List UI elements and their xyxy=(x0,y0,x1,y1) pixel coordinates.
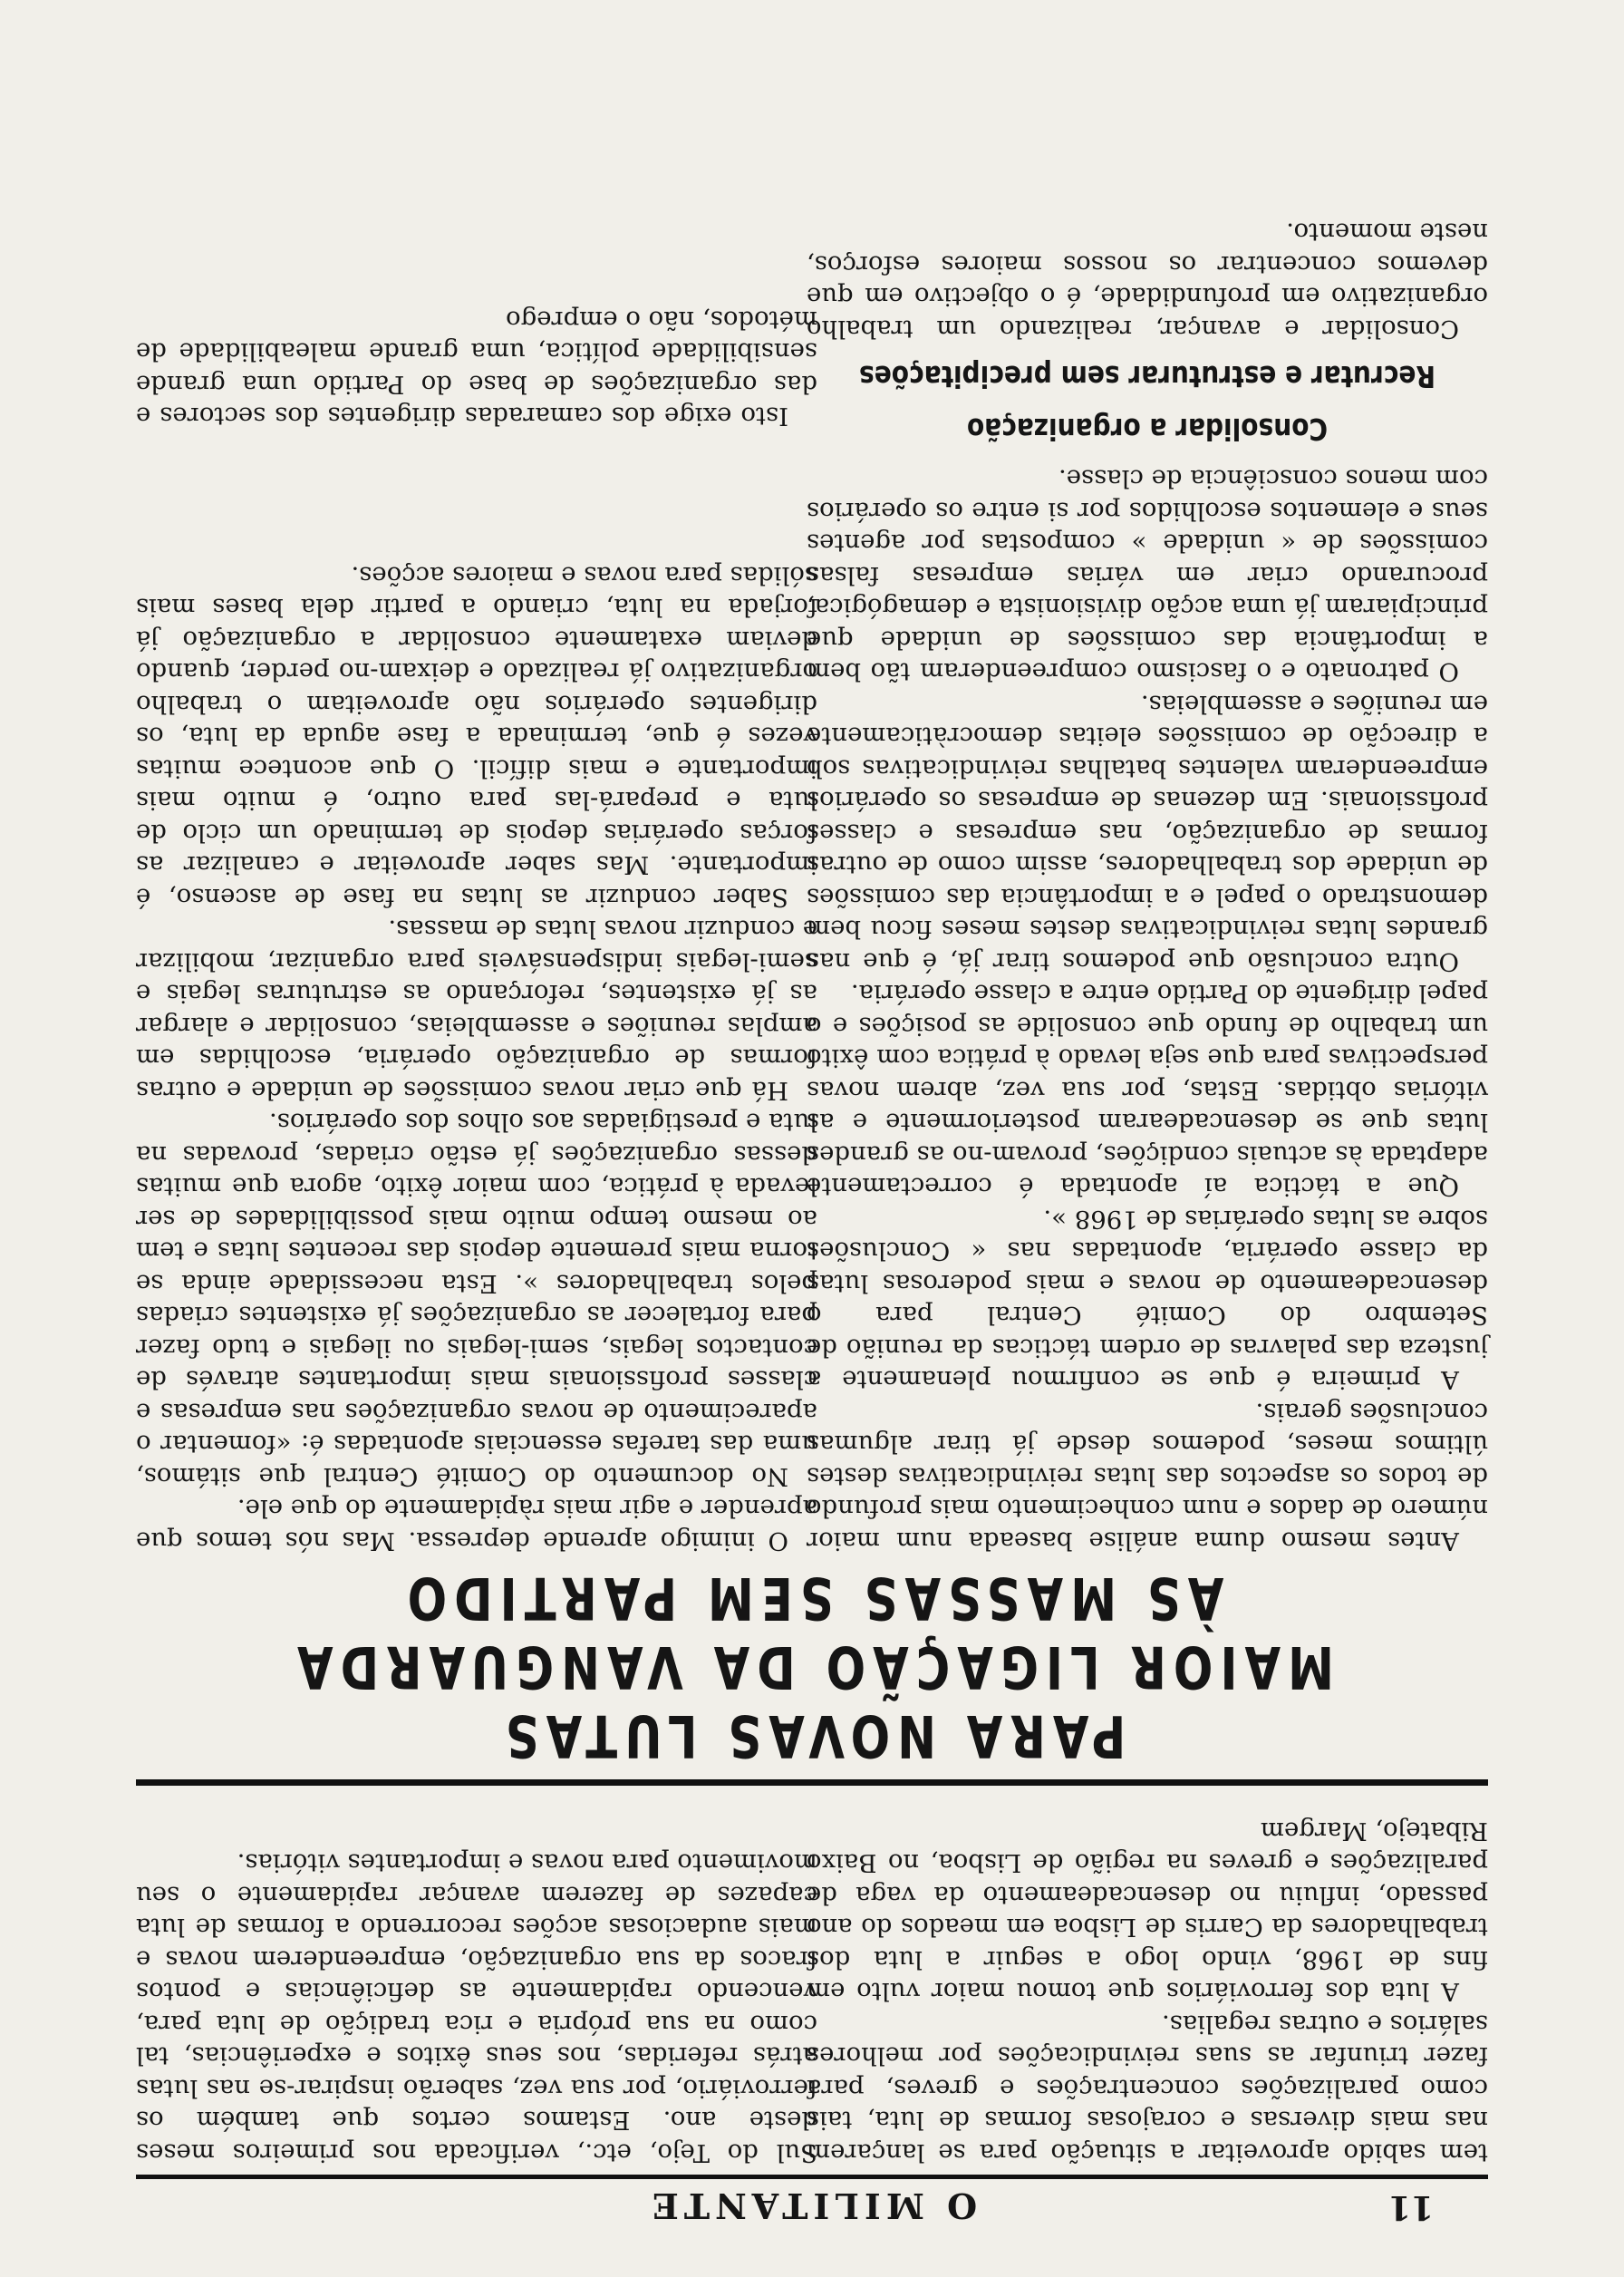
paragraph: Outra conclusão que podemos tirar já, é que nas grandes lutas reivindicativas destes meses ficou bem demonstrado o papel e a importância das comissões de unidade dos trabalhadores, assim como de outras formas de organização, nas empresas e classes profissionais. Em dezenas de empresas os operários empreenderam valentes batalhas reivindicativas sob a direcção de comissões eleitas democràticamente em reuniões e assembleias. xyxy=(807,690,1488,976)
paragraph: Que a táctica aí apontada é correctamente adaptada às actuais condições, provam-no as grandes lutas que se desencadearam posteriormente e as vitórias obtidas. Estas, por sua vez, abrem novas perspectivas para que seja levado à prática com êxito um trabalho de fundo que consolide as posições e o papel dirigente do Partido entre a classe operária. xyxy=(807,979,1488,1202)
continued-right-column xyxy=(136,1797,817,2168)
continued-left-column xyxy=(807,1797,1488,2168)
paragraph: Isto exige dos camaradas dirigentes dos sectores e das organizações de base do Partido uma grande sensibilidade política, uma grande maleabilidade de métodos, não o emprego xyxy=(136,305,817,431)
running-header xyxy=(136,2175,1488,2230)
article-right-column xyxy=(136,106,817,1556)
paragraph: Há que criar novas comissões de unidade e outras formas de organização operária, escolhidas em amplas reuniões e assembleias, consolidar e alargar as já existentes, reforçando as estruturas legais e semi-legais indispensáveis para organizar, mobilizar e conduzir novas lutas de massas. xyxy=(136,915,817,1105)
headline-line-1: PARA NOVAS LUTAS xyxy=(498,1701,1126,1768)
paragraph: O inimigo aprende depressa. Mas nós temos que aprender e agir mais ràpidamente do que ele. xyxy=(136,1494,817,1555)
subheading: Recrutar e estruturar sem precipitações xyxy=(859,359,1436,394)
headline-line-2: MAIOR LIGAÇÃO DA VANGUARDA xyxy=(289,1633,1335,1700)
paragraph: Consolidar e avançar, realizando um trabalho organizativo em profundidade, é o objectivo em que devemos concentrar os nossos maiores esforços, neste momento. xyxy=(807,218,1488,344)
page-number: 11 xyxy=(1387,2188,1434,2226)
section-rule xyxy=(136,1779,1488,1786)
article-left-column xyxy=(807,106,1488,1556)
paragraph: O patronato e o fascismo compreenderam tão bem a importância das comissões de unidade que principiaram já uma acção divisionista e demagógica, procurando criar em várias empresas falsas comissões de « unidade » compostas por agentes seus e elementos escolhidos por si entre os operários com menos consciência de classe. xyxy=(807,464,1488,687)
headline-line-3: ÀS MASSAS SEM PARTIDO xyxy=(400,1564,1224,1631)
header-rule xyxy=(136,2175,1488,2179)
paragraph: No documento do Comité Central que sitámos, uma das tarefas essenciais apontadas é: «fomentar o aparecimento de novas organizações nas empresas e classes profissionais mais importantes através de contactos legais, semi-legais ou ilegais e tudo fazer para fortalecer as organizações já existentes criadas pelos trabalhadores ». Esta necessidade ainda se torna mais premente depois das recentes lutas e tem ao mesmo tempo muito mais possibilidades de ser levada à prática, com maior êxito, agora que muitas dessas organizações já estão criadas, provadas na luta e prestigiadas aos olhos dos operários. xyxy=(136,1108,817,1491)
paragraph: A luta dos ferroviários que tomou maior vulto em fins de 1968, vindo logo a seguir a luta dos trabalhadores da Carris de Lisboa em meados do ano passado, influiu no desencadeamento da vaga de paralizações e greves na região de Lisboa, no Baixo Ribatejo, Margem xyxy=(807,1817,1488,2007)
publication-title: O MILITANTE xyxy=(646,2185,978,2226)
article-headline xyxy=(271,1563,1353,1769)
paragraph: Sul do Tejo, etc., verificada nos primeiros meses deste ano. Estamos certos que também os ferroviário, por sua vez, saberão inspirar-se nas lutas atrás referidas, nos seus êxitos e experiências, tal como na sua própria e rica tradição de luta para, vencendo rapidamente as deficiências e pontos fracos da sua organização, empreenderem novas e mais audaciosas acções recorrendo a formas de luta capazes de fazerem avançar rapidamente o seu movimento para novas e importantes vitórias. xyxy=(136,1848,817,2167)
subheading: Consolidar a organização xyxy=(966,412,1329,447)
paragraph: Saber conduzir as lutas na fase de ascenso, é importante. Mas saber aproveitar e canalizar as forças operárias depois de terminado um ciclo de luta e prepará-las para outro, é muito mais importante e mais difícil. O que acontece muitas vezes é que, terminada a fase aguda da luta, os dirigentes operários não aproveitam o trabalho organizativo já realizado e deixam-no perder, quando deviam exatamente consolidar a organização já forjada na luta, criando a partir dela bases mais sólidas para novas e maiores acções. xyxy=(136,561,817,912)
subheading-spacer xyxy=(136,432,817,559)
paragraph: tem sabido aproveitar a situação para se lançarem nas mais diversas e corajosas formas de luta, tais como paralizações concentrações e greves, para fazer triunfar as suas reivindicações por melhores salários e outras regalias. xyxy=(807,2010,1488,2167)
paragraph: Antes mesmo duma análise baseada num maior número de dados e num conhecimento mais profundo de todos os aspectos das lutas reivindicativas destes últimos meses, podemos desde já tirar algumas conclusões gerais. xyxy=(807,1398,1488,1555)
paragraph: A primeira é que se confirmou plenamente a justeza das palavras de ordem tácticas da reunião de Setembro do Comité Central para o desencadeamento de novas e mais poderosas lutas da classe operária, apontadas nas « Conclusões sobre as lutas operárias de 1968 ». xyxy=(807,1205,1488,1395)
